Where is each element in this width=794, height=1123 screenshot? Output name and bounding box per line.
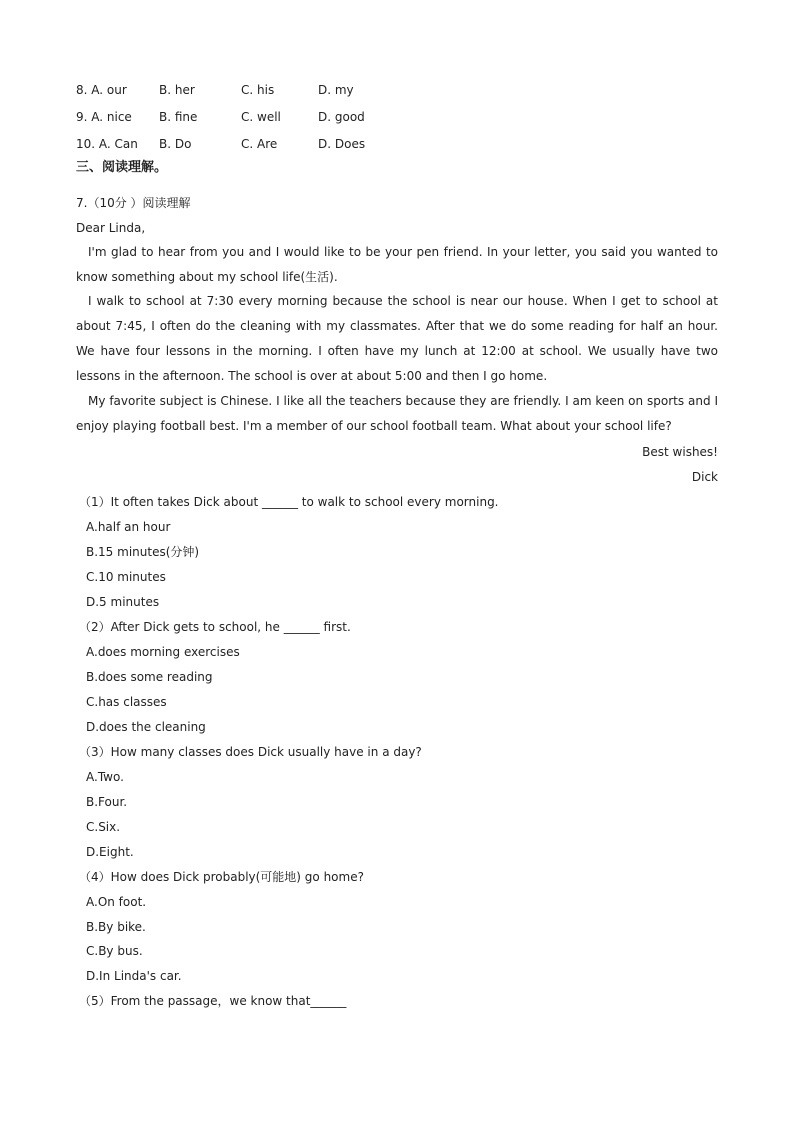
answer-option: B.Four. bbox=[86, 795, 128, 809]
answer-option: C.has classes bbox=[86, 695, 167, 709]
option-b: B. her bbox=[159, 83, 195, 97]
option-d: D. Does bbox=[318, 137, 366, 151]
question-1: （1）It often takes Dick about ______ to walk to school every morning. bbox=[79, 495, 499, 509]
question-5: （5）From the passage，we know that______ bbox=[79, 994, 347, 1008]
question-2: （2）After Dick gets to school, he ______ first. bbox=[79, 620, 351, 634]
option-d: D. my bbox=[318, 83, 354, 97]
letter-paragraph-2: I walk to school at 7:30 every morning because the school is near our house. When I get to school at about 7:45, I often do the cleaning with my classmates. After that we do some reading for half an hour. We have four lessons in the morning. I often have my lunch at 12:00 at school. We usually have two lessons in the afternoon. The school is over at about 5:00 and then I go home. bbox=[76, 294, 718, 383]
answer-option: B.does some reading bbox=[86, 670, 213, 684]
letter-signature: Dick bbox=[691, 470, 718, 484]
question-4: （4）How does Dick probably(可能地) go home? bbox=[79, 870, 364, 884]
answer-option: D.5 minutes bbox=[86, 595, 160, 609]
answer-option: C.10 minutes bbox=[86, 570, 166, 584]
letter-salutation: Dear Linda, bbox=[76, 221, 146, 235]
answer-option: A.half an hour bbox=[86, 520, 171, 534]
option-c: C. his bbox=[241, 83, 275, 97]
option-row-9 bbox=[76, 109, 476, 125]
answer-option: D.In Linda's car. bbox=[86, 969, 182, 983]
answer-option: C.By bus. bbox=[86, 944, 143, 958]
letter-closing: Best wishes! bbox=[642, 445, 718, 459]
answer-option: B.By bike. bbox=[86, 920, 146, 934]
answer-option: A.does morning exercises bbox=[86, 645, 240, 659]
answer-option: D.Eight. bbox=[86, 845, 134, 859]
answer-option: B.15 minutes(分钟) bbox=[86, 545, 200, 559]
option-b: B. fine bbox=[159, 110, 198, 124]
answer-option: A.On foot. bbox=[86, 895, 147, 909]
answer-option: C.Six. bbox=[86, 820, 121, 834]
option-d: D. good bbox=[318, 110, 365, 124]
option-row-10 bbox=[76, 136, 476, 152]
question-header: 7.（10分 ）阅读理解 bbox=[76, 196, 191, 210]
option-a: 10. A. Can bbox=[76, 137, 138, 151]
option-a: 9. A. nice bbox=[76, 110, 132, 124]
option-b: B. Do bbox=[159, 137, 192, 151]
option-c: C. Are bbox=[241, 137, 278, 151]
option-c: C. well bbox=[241, 110, 281, 124]
question-3: （3）How many classes does Dick usually have in a day? bbox=[79, 745, 422, 759]
option-a: 8. A. our bbox=[76, 83, 127, 97]
letter-paragraph-3: My favorite subject is Chinese. I like all the teachers because they are friendly. I am keen on sports and I enjoy playing football best. I'm a member of our school football team. What about your school life? bbox=[76, 394, 718, 433]
letter-paragraph-1: I'm glad to hear from you and I would like to be your pen friend. In your letter, you said you wanted to know something about my school life(生活). bbox=[76, 245, 718, 284]
answer-option: A.Two. bbox=[86, 770, 124, 784]
answer-option: D.does the cleaning bbox=[86, 720, 206, 734]
option-row-8 bbox=[76, 82, 476, 98]
section-title: 三、阅读理解。 bbox=[76, 160, 168, 175]
